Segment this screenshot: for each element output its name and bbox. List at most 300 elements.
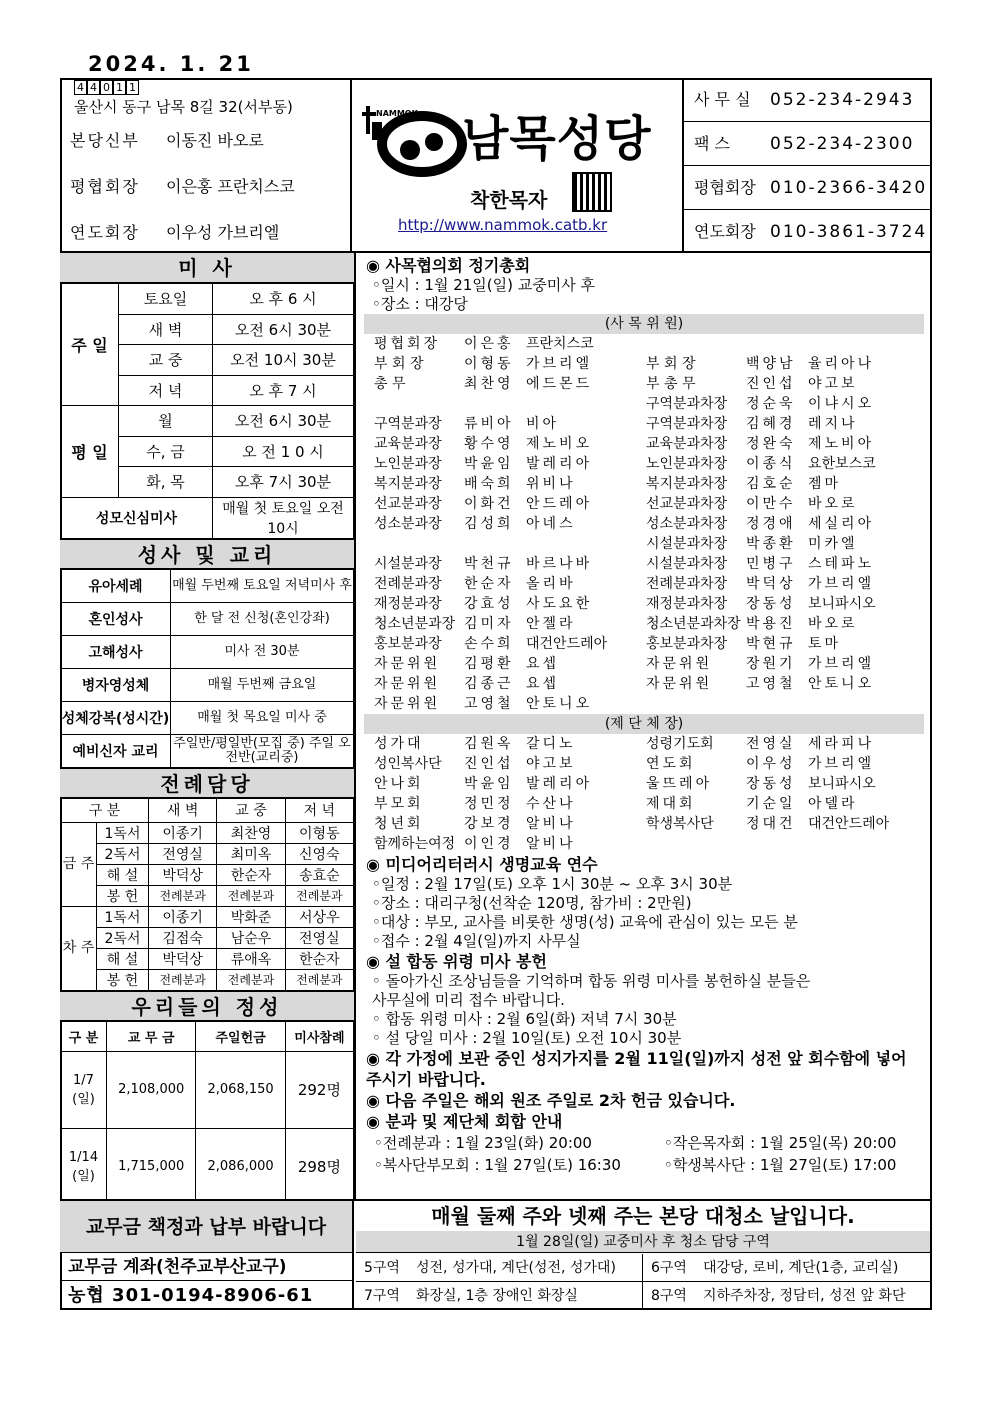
committee-cell: 부 회 장 xyxy=(646,356,696,372)
committee-cell: 박천규 xyxy=(464,556,514,572)
group-leader-cell: 정민정 xyxy=(464,796,514,812)
offering-row xyxy=(61,1051,354,1128)
committee-cell: 야고보 xyxy=(808,376,858,392)
committee-cell: 자문위원 xyxy=(646,656,713,672)
committee-cell: 시설분과차장 xyxy=(646,556,728,572)
group-leader-cell: 이우성 xyxy=(746,756,796,772)
zone-number: 8구역 xyxy=(651,1288,687,1304)
committee-cell: 이종식 xyxy=(746,456,796,472)
liturgy-row xyxy=(61,885,354,906)
committee-cell: 바오로 xyxy=(808,616,858,632)
committee-cell: 정순욱 xyxy=(746,396,796,412)
liturgy-row xyxy=(61,969,354,990)
committee-row xyxy=(356,454,932,474)
committee-cell: 류비아 xyxy=(464,416,514,432)
bottom-section xyxy=(60,1199,932,1310)
group-leader-cell: 알비나 xyxy=(526,836,576,852)
group-leader-row xyxy=(356,754,932,774)
mass-time: 오 후 6 시 xyxy=(213,284,354,315)
offering-title: 우리들의 정성 xyxy=(60,991,354,1021)
header-info-label: 본당신부 xyxy=(70,131,140,150)
liturgy-row xyxy=(61,906,354,927)
committee-cell xyxy=(464,394,526,414)
offering-head-cell: 교 무 금 xyxy=(107,1021,196,1051)
cleaning-zone xyxy=(356,1282,643,1310)
liturgy-cell: 송효순 xyxy=(285,864,353,885)
group-leader-cell: 제대회 xyxy=(646,796,696,812)
offering-table xyxy=(60,1021,354,1206)
committee-cell: 고영철 xyxy=(746,676,796,692)
committee-cell: 비아 xyxy=(526,416,560,432)
committee-row xyxy=(356,434,932,454)
liturgy-week-label: 금 주 xyxy=(61,822,97,906)
committee-cell: 진인섭 xyxy=(746,376,796,392)
group-leader-cell: 알비나 xyxy=(526,816,576,832)
committee-cell: 민병구 xyxy=(746,556,796,572)
zone-area: 지하주차장, 정담터, 성전 앞 화단 xyxy=(703,1288,906,1304)
committee-row xyxy=(356,394,932,414)
sacrament-row xyxy=(61,602,354,635)
committee-cell: 최찬영 xyxy=(464,376,514,392)
committee-cell: 강효성 xyxy=(464,596,514,612)
liturgy-cell: 봉 헌 xyxy=(97,885,149,906)
mass-row xyxy=(61,497,354,538)
mass-day: 월 xyxy=(119,406,213,437)
liturgy-row xyxy=(61,864,354,885)
committee-cell: 전례분과차장 xyxy=(646,576,728,592)
mass-time: 오전 6시 30분 xyxy=(213,314,354,345)
sacrament-row xyxy=(61,635,354,668)
groups-bar: (제 단 체 장) xyxy=(364,714,924,734)
header-info-value: 이동진 바오로 xyxy=(166,131,264,150)
committee-cell: 프란치스코 xyxy=(526,336,594,352)
meeting-item: ◦전례분과 : 1월 23일(화) 20:00 xyxy=(374,1134,592,1152)
liturgy-cell: 박화준 xyxy=(217,906,285,927)
contact-row xyxy=(684,166,930,210)
group-leader-cell xyxy=(808,834,928,854)
group-leader-cell: 대건안드레아 xyxy=(808,816,890,832)
contact-number: 010-3861-3724 xyxy=(770,222,928,242)
committee-cell: 선교분과장 xyxy=(374,496,442,512)
committee-cell: 선교분과차장 xyxy=(646,496,728,512)
committee-cell: 박현규 xyxy=(746,636,796,652)
meeting-item: ◦복사단부모회 : 1월 27일(토) 16:30 xyxy=(374,1156,621,1174)
committee-cell: 자문위원 xyxy=(374,696,441,712)
offering-head-cell: 미사참례 xyxy=(285,1021,353,1051)
liturgy-cell: 전례분과 xyxy=(149,969,217,990)
liturgy-head-cell: 저 녁 xyxy=(285,798,353,822)
committee-cell xyxy=(374,534,464,554)
committee-cell: 안토니오 xyxy=(808,676,875,692)
group-leader-cell xyxy=(646,834,746,854)
group-leader-cell: 박윤임 xyxy=(464,776,514,792)
mass-row xyxy=(61,406,354,437)
notice-line: ◦ 합동 위령 미사 : 2월 6일(화) 저녁 7시 30분 xyxy=(372,1010,677,1028)
notice-5: ◉ 다음 주일은 해외 원조 주일로 2차 헌금 있습니다. xyxy=(366,1091,736,1110)
liturgy-cell: 봉 헌 xyxy=(97,969,149,990)
committee-row xyxy=(356,634,932,654)
group-leader-cell: 야고보 xyxy=(526,756,576,772)
committee-cell: 토마 xyxy=(808,636,842,652)
header-info-label: 연도회장 xyxy=(70,223,140,242)
liturgy-head-cell: 구 분 xyxy=(61,798,149,822)
notices-column xyxy=(354,253,932,1199)
bulletin-date: 2024. 1. 21 xyxy=(88,52,254,76)
liturgy-row xyxy=(61,843,354,864)
committee-cell: 홍보분과차장 xyxy=(646,636,728,652)
committee-cell: 복지분과장 xyxy=(374,476,442,492)
zone-area: 화장실, 1층 장애인 화장실 xyxy=(416,1288,578,1304)
committee-row xyxy=(356,554,932,574)
committee-row xyxy=(356,574,932,594)
group-leader-row xyxy=(356,734,932,754)
notice-6-title: ◉ 분과 및 제단체 회합 안내 xyxy=(366,1112,563,1131)
liturgy-cell: 1독서 xyxy=(97,906,149,927)
liturgy-cell: 한순자 xyxy=(285,948,353,969)
notice-line: ◦ 돌아가신 조상님들을 기억하며 합동 위령 미사를 봉헌하실 분들은 xyxy=(372,972,811,990)
committee-cell: 성소분과차장 xyxy=(646,516,728,532)
liturgy-cell: 한순자 xyxy=(217,864,285,885)
liturgy-cell: 이형동 xyxy=(285,822,353,843)
liturgy-cell: 전례분과 xyxy=(285,885,353,906)
header-info-row xyxy=(70,128,264,151)
liturgy-cell: 최미옥 xyxy=(217,843,285,864)
meeting-item: ◦작은목자회 : 1월 25일(목) 20:00 xyxy=(664,1134,897,1152)
committee-cell: 바오로 xyxy=(808,496,858,512)
header xyxy=(60,78,932,253)
postal-digit: 1 xyxy=(113,80,126,95)
committee-cell: 보니파시오 xyxy=(808,596,876,612)
notice-line: ◦대상 : 부모, 교사를 비롯한 생명(성) 교육에 관심이 있는 모든 분 xyxy=(372,913,798,931)
contact-label: 팩 스 xyxy=(694,134,730,153)
committee-cell: 전례분과장 xyxy=(374,576,442,592)
liturgy-cell: 1독서 xyxy=(97,822,149,843)
notice-line: ◦ 설 당일 미사 : 2월 10일(토) 오전 10시 30분 xyxy=(372,1029,682,1047)
committee-bar: (사 목 위 원) xyxy=(364,314,924,334)
group-leader-cell: 성령기도회 xyxy=(646,736,714,752)
liturgy-cell: 이종기 xyxy=(149,822,217,843)
liturgy-cell: 전영실 xyxy=(285,927,353,948)
committee-cell xyxy=(374,394,464,414)
notice-1-title: ◉ 사목협의회 정기총회 xyxy=(366,256,531,275)
contact-row xyxy=(684,122,930,166)
postal-code xyxy=(74,80,139,95)
group-leader-cell: 세라피나 xyxy=(808,736,875,752)
group-leader-cell: 기순일 xyxy=(746,796,796,812)
group-leader-cell: 보니파시오 xyxy=(808,776,876,792)
contact-row xyxy=(684,78,930,122)
committee-cell: 부 회 장 xyxy=(374,356,424,372)
committee-row xyxy=(356,354,932,374)
zone-area: 대강당, 로비, 계단(1층, 교리실) xyxy=(703,1260,899,1276)
notice-3-title: ◉ 설 합동 위령 미사 봉헌 xyxy=(366,952,547,971)
committee-cell: 손수희 xyxy=(464,636,514,652)
liturgy-head-cell: 새 벽 xyxy=(149,798,217,822)
liturgy-cell: 서상우 xyxy=(285,906,353,927)
sacrament-name: 혼인성사 xyxy=(61,602,171,635)
notice-2-title: ◉ 미디어리터러시 생명교육 연수 xyxy=(366,855,598,874)
group-leader-cell: 갈디노 xyxy=(526,736,576,752)
mass-row xyxy=(61,284,354,315)
mass-time: 오후 7시 30분 xyxy=(213,467,354,498)
committee-cell: 안젤라 xyxy=(526,616,576,632)
committee-cell: 박용진 xyxy=(746,616,796,632)
committee-cell: 자문위원 xyxy=(374,676,441,692)
committee-cell: 구역분과차장 xyxy=(646,396,728,412)
offering-head-cell: 구 분 xyxy=(61,1021,107,1051)
committee-cell: 백양남 xyxy=(746,356,796,372)
committee-cell: 이화건 xyxy=(464,496,514,512)
committee-cell: 황수영 xyxy=(464,436,514,452)
sacraments-title: 성사 및 교리 xyxy=(60,539,354,569)
committee-cell: 청소년분과차장 xyxy=(646,616,741,632)
committee-row xyxy=(356,374,932,394)
committee-cell xyxy=(646,334,746,354)
parish-subtitle: 착한목자 xyxy=(470,188,548,212)
group-leader-cell: 진인섭 xyxy=(464,756,514,772)
committee-cell: 스테파노 xyxy=(808,556,875,572)
sacrament-name: 고해성사 xyxy=(61,635,171,668)
committee-cell xyxy=(746,694,808,714)
committee-cell: 고영철 xyxy=(464,696,514,712)
committee-cell: 김호순 xyxy=(746,476,796,492)
liturgy-cell: 박덕상 xyxy=(149,948,217,969)
committee-cell: 김미자 xyxy=(464,616,514,632)
group-leader-cell: 수산나 xyxy=(526,796,576,812)
committee-cell: 가브리엘 xyxy=(526,356,593,372)
liturgy-cell: 이종기 xyxy=(149,906,217,927)
sacrament-detail: 매월 첫 목요일 미사 중 xyxy=(171,701,354,734)
contact-label: 연도회장 xyxy=(694,222,756,241)
postal-digit: 4 xyxy=(87,80,100,95)
group-leader-cell: 정대건 xyxy=(746,816,796,832)
offering-cell: 2,086,000 xyxy=(196,1128,285,1205)
offering-head xyxy=(61,1021,354,1051)
logo-small-text: NAMMOK xyxy=(376,109,418,118)
left-column xyxy=(60,253,354,1206)
committee-cell: 재정분과차장 xyxy=(646,596,728,612)
committee-cell: 정경애 xyxy=(746,516,796,532)
committee-cell: 총 무 xyxy=(374,376,406,392)
committee-cell: 청소년분과장 xyxy=(374,616,456,632)
committee-cell: 안토니오 xyxy=(526,696,593,712)
offering-row xyxy=(61,1128,354,1205)
committee-cell: 노인분과장 xyxy=(374,456,442,472)
committee-row xyxy=(356,674,932,694)
committee-row xyxy=(356,654,932,674)
committee-cell: 김성희 xyxy=(464,516,514,532)
committee-cell: 교육분과장 xyxy=(374,436,442,452)
liturgy-cell: 전영실 xyxy=(149,843,217,864)
liturgy-week-label: 차 주 xyxy=(61,906,97,990)
liturgy-table xyxy=(60,798,354,991)
group-leader-cell: 부모회 xyxy=(374,796,424,812)
notice-line: ◦장소 : 대강당 xyxy=(372,295,468,313)
liturgy-cell: 김점숙 xyxy=(149,927,217,948)
committee-cell: 한순자 xyxy=(464,576,514,592)
liturgy-cell: 해 설 xyxy=(97,864,149,885)
committee-cell: 배숙희 xyxy=(464,476,514,492)
committee-cell: 복지분과차장 xyxy=(646,476,728,492)
qr-code-icon xyxy=(572,172,612,212)
postal-digit: 4 xyxy=(74,80,87,95)
group-leader-row xyxy=(356,814,932,834)
cleaning-subtitle: 1월 28일(일) 교중미사 후 청소 담당 구역 xyxy=(356,1231,930,1253)
committee-cell: 에드몬드 xyxy=(526,376,593,392)
mass-time: 오전 6시 30분 xyxy=(213,406,354,437)
cleaning-zone xyxy=(643,1254,930,1282)
committee-cell: 이만수 xyxy=(746,496,796,512)
group-leader-cell: 청년회 xyxy=(374,816,424,832)
sacrament-detail: 주일반/평일반(모집 중) 주일 오전반(교리중) xyxy=(171,734,354,767)
offering-cell: 2,068,150 xyxy=(196,1051,285,1128)
mass-day: 새 벽 xyxy=(119,314,213,345)
liturgy-cell: 전례분과 xyxy=(285,969,353,990)
committee-cell: 요셉 xyxy=(526,656,560,672)
cleaning-zone xyxy=(643,1282,930,1310)
liturgy-cell: 2독서 xyxy=(97,927,149,948)
header-logo xyxy=(352,78,684,251)
committee-cell: 자문위원 xyxy=(646,676,713,692)
committee-cell: 이냐시오 xyxy=(808,396,875,412)
committee-row xyxy=(356,534,932,554)
postal-digit: 1 xyxy=(126,80,139,95)
mass-time: 오전 10시 30분 xyxy=(213,345,354,376)
group-leader-cell: 울뜨레아 xyxy=(646,776,713,792)
notice-line: ◦장소 : 대리구청(선착순 120명, 참가비 : 2만원) xyxy=(372,894,692,912)
committee-cell: 교육분과차장 xyxy=(646,436,728,452)
committee-cell xyxy=(526,394,646,414)
committee-cell: 박종환 xyxy=(746,536,796,552)
offering-cell: 298명 xyxy=(285,1128,353,1205)
header-info-label: 평협회장 xyxy=(70,177,140,196)
committee-row xyxy=(356,594,932,614)
liturgy-cell: 전례분과 xyxy=(217,969,285,990)
contact-row xyxy=(684,210,930,254)
committee-cell: 김혜경 xyxy=(746,416,796,432)
header-info-row xyxy=(70,174,295,197)
committee-row xyxy=(356,474,932,494)
committee-cell: 안드레아 xyxy=(526,496,593,512)
sacrament-detail: 매월 두번째 토요일 저녁미사 후 xyxy=(171,569,354,602)
holy-hour-label: 성모신심미사 xyxy=(61,497,213,538)
group-leader-cell: 함께하는여정 xyxy=(374,836,456,852)
sacrament-name: 병자영성체 xyxy=(61,668,171,701)
committee-cell: 구역분과장 xyxy=(374,416,442,432)
committee-cell: 젬마 xyxy=(808,476,842,492)
committee-row xyxy=(356,414,932,434)
group-leader-cell: 발레리아 xyxy=(526,776,593,792)
zone-area: 성전, 성가대, 계단(성전, 성가대) xyxy=(416,1260,616,1276)
committee-cell xyxy=(746,334,808,354)
committee-cell xyxy=(646,694,746,714)
group-leader-cell xyxy=(746,834,808,854)
notice-line: ◦일정 : 2월 17일(토) 오후 1시 30분 ~ 오후 3시 30분 xyxy=(372,875,733,893)
contact-number: 052-234-2943 xyxy=(770,90,915,110)
committee-cell: 재정분과장 xyxy=(374,596,442,612)
committee-cell xyxy=(808,334,928,354)
header-info-row xyxy=(70,220,279,243)
committee-cell: 레지나 xyxy=(808,416,858,432)
mass-group-label: 평 일 xyxy=(61,406,119,498)
committee-row xyxy=(356,494,932,514)
group-leader-cell: 강보경 xyxy=(464,816,514,832)
mass-day: 토요일 xyxy=(119,284,213,315)
committee-cell: 아네스 xyxy=(526,516,576,532)
offering-cell: 1,715,000 xyxy=(107,1128,196,1205)
committee-cell: 홍보분과장 xyxy=(374,636,442,652)
committee-cell: 김종근 xyxy=(464,676,514,692)
sacrament-detail: 한 달 전 신청(혼인강좌) xyxy=(171,602,354,635)
liturgy-cell: 류애옥 xyxy=(217,948,285,969)
group-leader-cell: 전영실 xyxy=(746,736,796,752)
committee-cell: 노인분과차장 xyxy=(646,456,728,472)
sacrament-name: 성체강복(성시간) xyxy=(61,701,171,734)
committee-cell: 제노비오 xyxy=(526,436,593,452)
sacrament-detail: 매월 두번째 금요일 xyxy=(171,668,354,701)
committee-cell: 세실리아 xyxy=(808,516,875,532)
offering-cell: 1/14 (일) xyxy=(61,1128,107,1205)
liturgy-cell: 박덕상 xyxy=(149,864,217,885)
committee-cell: 위비나 xyxy=(526,476,576,492)
mass-day: 저 녁 xyxy=(119,375,213,406)
committee-row xyxy=(356,614,932,634)
liturgy-row xyxy=(61,822,354,843)
liturgy-cell: 해 설 xyxy=(97,948,149,969)
contact-number: 010-2366-3420 xyxy=(770,178,928,198)
mass-title: 미 사 xyxy=(60,253,354,283)
cleaning-title: 매월 둘째 주와 넷째 주는 본당 대청소 날입니다. xyxy=(431,1204,855,1228)
website-link[interactable]: http://www.nammok.catb.kr xyxy=(398,216,608,234)
account-number: 농협 301-0194-8906-61 xyxy=(60,1281,354,1310)
group-leader-row xyxy=(356,834,932,854)
group-leader-cell: 가브리엘 xyxy=(808,756,875,772)
liturgy-head-cell: 교 중 xyxy=(217,798,285,822)
group-leader-cell: 김원옥 xyxy=(464,736,514,752)
committee-cell: 이은홍 xyxy=(464,336,514,352)
committee-cell: 제노비아 xyxy=(808,436,875,452)
committee-cell: 율리아나 xyxy=(808,356,875,372)
group-leader-cell: 학생복사단 xyxy=(646,816,714,832)
offering-head-cell: 주일헌금 xyxy=(196,1021,285,1051)
header-left xyxy=(60,78,352,251)
committee-cell: 정완숙 xyxy=(746,436,796,452)
tithe-message: 교무금 책정과 납부 바랍니다 xyxy=(60,1201,354,1253)
committee-cell: 대건안드레아 xyxy=(526,636,608,652)
committee-cell: 요한보스코 xyxy=(808,456,876,472)
committee-cell: 올리바 xyxy=(526,576,576,592)
mass-day: 화, 목 xyxy=(119,467,213,498)
group-leader-cell: 성인복사단 xyxy=(374,756,442,772)
committee-cell: 박윤임 xyxy=(464,456,514,472)
cleaning-zone xyxy=(356,1254,643,1282)
zone-number: 6구역 xyxy=(651,1260,687,1276)
offering-cell: 1/7 (일) xyxy=(61,1051,107,1128)
liturgy-title: 전례담당 xyxy=(60,768,354,798)
committee-cell: 미카엘 xyxy=(808,536,858,552)
committee-cell: 발레리아 xyxy=(526,456,593,472)
mass-table xyxy=(60,283,354,539)
committee-cell xyxy=(464,534,526,554)
group-leader-cell: 이인경 xyxy=(464,836,514,852)
notice-4: ◉ 각 가정에 보관 중인 성지가지를 2월 11일(일)까지 성전 앞 회수함에 넣어 주시기 바랍니다. xyxy=(366,1049,907,1089)
holy-hour-time: 매월 첫 토요일 오전 10시 xyxy=(213,497,354,538)
contact-number: 052-234-2300 xyxy=(770,134,915,154)
mass-day: 교 중 xyxy=(119,345,213,376)
liturgy-cell: 최찬영 xyxy=(217,822,285,843)
committee-cell: 김평환 xyxy=(464,656,514,672)
committee-cell: 부 총 무 xyxy=(646,376,696,392)
